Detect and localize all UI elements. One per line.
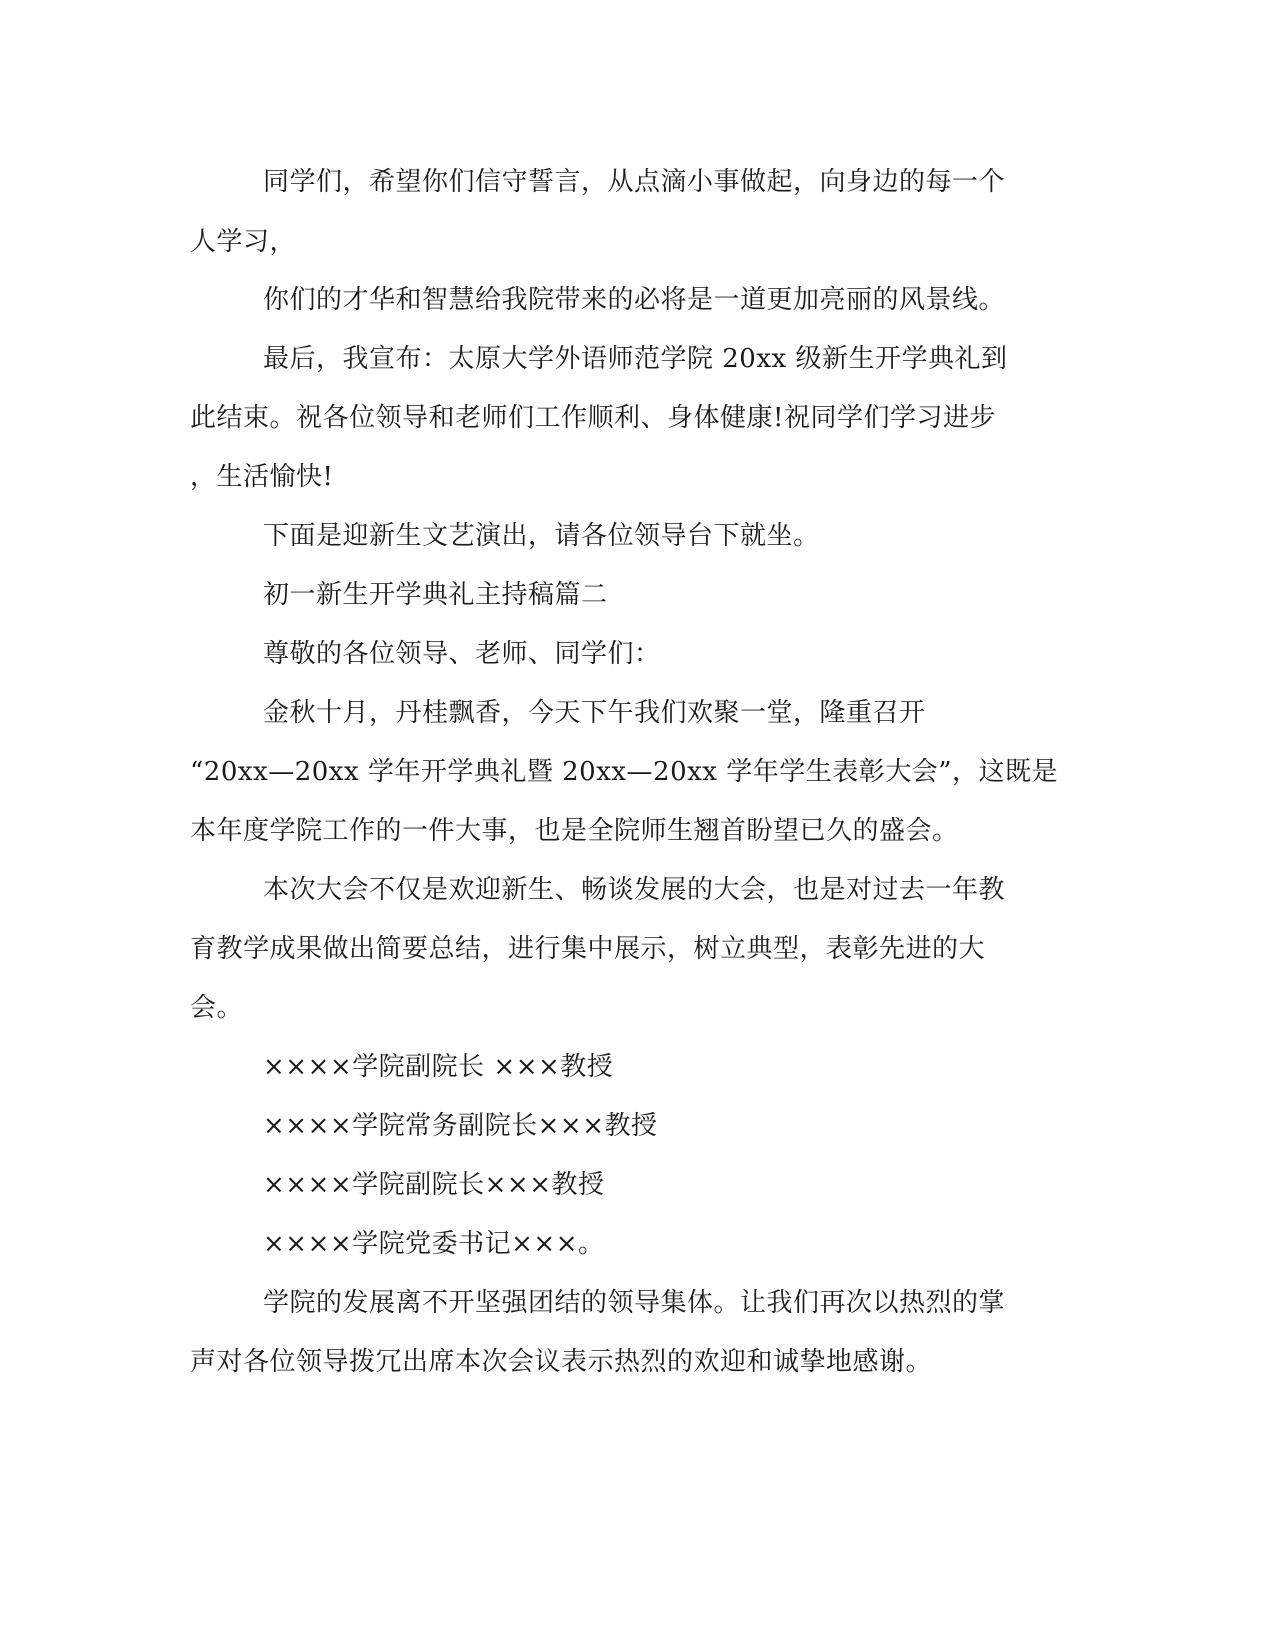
paragraph-line: 本年度学院工作的一件大事，也是全院师生翘首盼望已久的盛会。 xyxy=(190,816,959,846)
paragraph-line: 本次大会不仅是欢迎新生、畅谈发展的大会，也是对过去一年教 xyxy=(263,875,1006,905)
paragraph-line: 此结束。祝各位领导和老师们工作顺利、身体健康!祝同学们学习进步 xyxy=(190,403,996,433)
paragraph-line: 学院的发展离不开坚强团结的领导集体。让我们再次以热烈的掌 xyxy=(263,1288,1006,1318)
paragraph-line: 育教学成果做出简要总结，进行集中展示，树立典型，表彰先进的大 xyxy=(190,934,986,964)
paragraph-line: 声对各位领导拨冗出席本次会议表示热烈的欢迎和诚挚地感谢。 xyxy=(190,1347,933,1377)
list-item: ××××学院副院长 ×××教授 xyxy=(263,1052,614,1082)
paragraph-line: 会。 xyxy=(190,993,244,1023)
list-item: ××××学院常务副院长×××教授 xyxy=(263,1111,658,1141)
paragraph-line: 下面是迎新生文艺演出，请各位领导台下就坐。 xyxy=(263,521,820,551)
paragraph-line: 你们的才华和智慧给我院带来的必将是一道更加亮丽的风景线。 xyxy=(263,285,1006,315)
paragraph-line: ，生活愉快! xyxy=(190,462,334,492)
section-heading: 初一新生开学典礼主持稿篇二 xyxy=(263,580,608,610)
list-item: ××××学院党委书记×××。 xyxy=(263,1229,605,1259)
list-item: ××××学院副院长×××教授 xyxy=(263,1170,605,1200)
paragraph-line: “20xx—20xx 学年开学典礼暨 20xx—20xx 学年学生表彰大会”，这既是 xyxy=(190,757,1059,787)
salutation: 尊敬的各位领导、老师、同学们： xyxy=(263,639,661,669)
paragraph-line: 人学习， xyxy=(190,227,297,257)
paragraph-line: 金秋十月，丹桂飘香，今天下午我们欢聚一堂，隆重召开 xyxy=(263,698,926,728)
paragraph-line: 同学们，希望你们信守誓言，从点滴小事做起，向身边的每一个 xyxy=(263,167,1006,197)
paragraph-line: 最后，我宣布：太原大学外语师范学院 20xx 级新生开学典礼到 xyxy=(263,344,1008,374)
